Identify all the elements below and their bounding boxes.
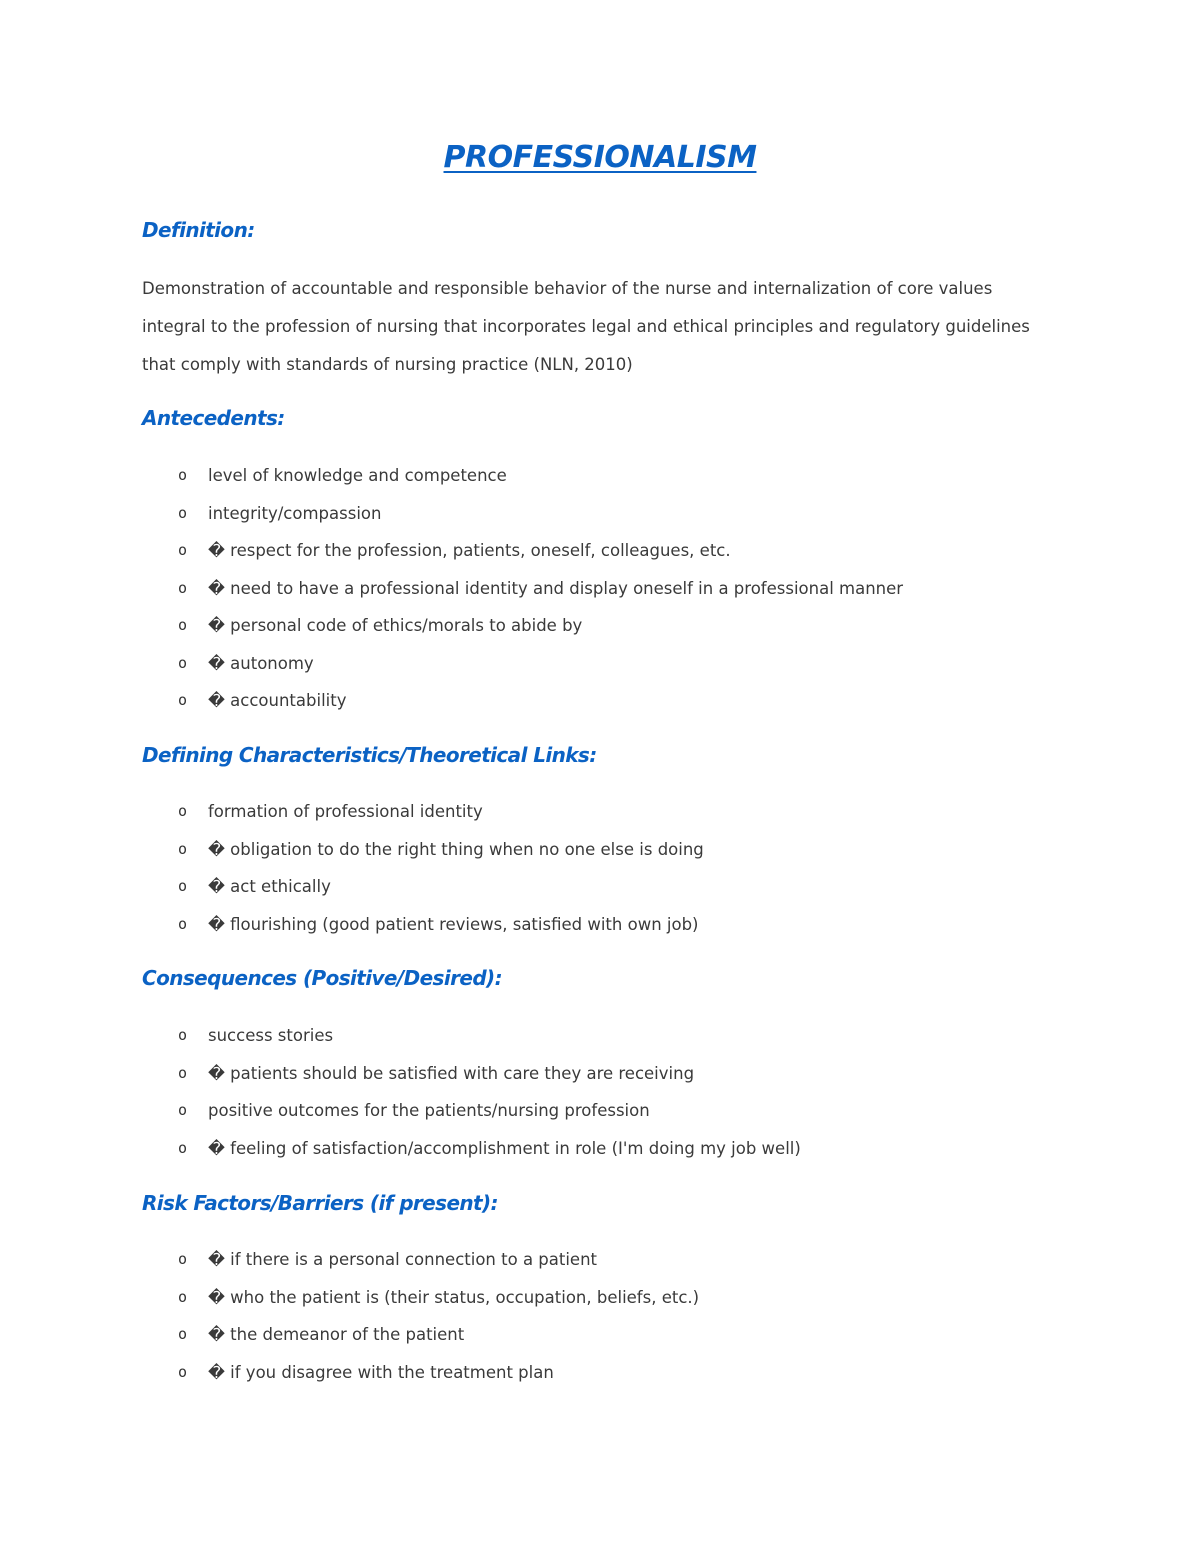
- definition-heading: Definition:: [142, 218, 255, 242]
- bullet-marker: o: [178, 802, 188, 820]
- bullet-marker: o: [178, 1362, 188, 1381]
- list-item-text: � if there is a personal connection to a patient: [208, 1250, 598, 1269]
- list-item-text: � the demeanor of the patient: [208, 1325, 465, 1344]
- bullet-marker: o: [178, 578, 188, 597]
- bullet-marker: o: [178, 616, 188, 634]
- list-item-text: � who the patient is (their status, occupation, beliefs, etc.): [208, 1287, 700, 1307]
- bullet-marker: o: [178, 1138, 188, 1157]
- consequences-heading: Consequences (Positive/Desired):: [142, 966, 502, 990]
- bullet-marker: o: [178, 1101, 188, 1119]
- bullet-marker: o: [178, 877, 188, 895]
- list-item-text: � autonomy: [208, 653, 314, 673]
- bullet-marker: o: [178, 466, 188, 484]
- list-item-text: success stories: [208, 1026, 334, 1045]
- defining-characteristics-heading: Defining Characteristics/Theoretical Links:: [142, 743, 597, 767]
- definition-paragraph: [142, 270, 1042, 384]
- list-item-text: � flourishing (good patient reviews, satisfied with own job): [208, 914, 699, 934]
- list-item-text: � feeling of satisfaction/accomplishment in role (I'm doing my job well): [208, 1138, 801, 1158]
- bullet-marker: o: [178, 1063, 188, 1082]
- list-item-text: � need to have a professional identity and display oneself in a professional manner: [208, 578, 904, 598]
- list-item-text: � patients should be satisfied with care they are receiving: [208, 1063, 695, 1083]
- risk-factors-heading: Risk Factors/Barriers (if present):: [142, 1191, 498, 1215]
- list-item-text: formation of professional identity: [208, 802, 483, 821]
- antecedents-heading: Antecedents:: [142, 406, 285, 430]
- definition-line: that comply with standards of nursing practice (NLN, 2010): [142, 355, 633, 374]
- bullet-marker: o: [178, 1250, 188, 1268]
- bullet-marker: o: [178, 691, 188, 709]
- definition-line: Demonstration of accountable and responsible behavior of the nurse and internalization of core values: [142, 279, 993, 298]
- bullet-marker: o: [178, 653, 188, 672]
- bullet-marker: o: [178, 541, 188, 559]
- list-item-text: � personal code of ethics/morals to abide by: [208, 616, 583, 635]
- bullet-marker: o: [178, 914, 188, 933]
- bullet-marker: o: [178, 1325, 188, 1343]
- list-item-text: � if you disagree with the treatment plan: [208, 1362, 554, 1382]
- list-item-text: � act ethically: [208, 877, 331, 896]
- bullet-marker: o: [178, 839, 188, 858]
- bullet-marker: o: [178, 503, 188, 522]
- list-item-text: positive outcomes for the patients/nursing profession: [208, 1101, 650, 1120]
- list-item-text: � accountability: [208, 691, 347, 710]
- list-item-text: � respect for the profession, patients, oneself, colleagues, etc.: [208, 541, 731, 560]
- list-item-text: � obligation to do the right thing when no one else is doing: [208, 839, 704, 859]
- bullet-marker: o: [178, 1287, 188, 1306]
- page-title: PROFESSIONALISM: [443, 140, 757, 175]
- list-item-text: level of knowledge and competence: [208, 466, 507, 485]
- bullet-marker: o: [178, 1026, 188, 1044]
- list-item-text: integrity/compassion: [208, 503, 382, 523]
- definition-line: integral to the profession of nursing that incorporates legal and ethical principles and regulatory guidelines: [142, 317, 1030, 336]
